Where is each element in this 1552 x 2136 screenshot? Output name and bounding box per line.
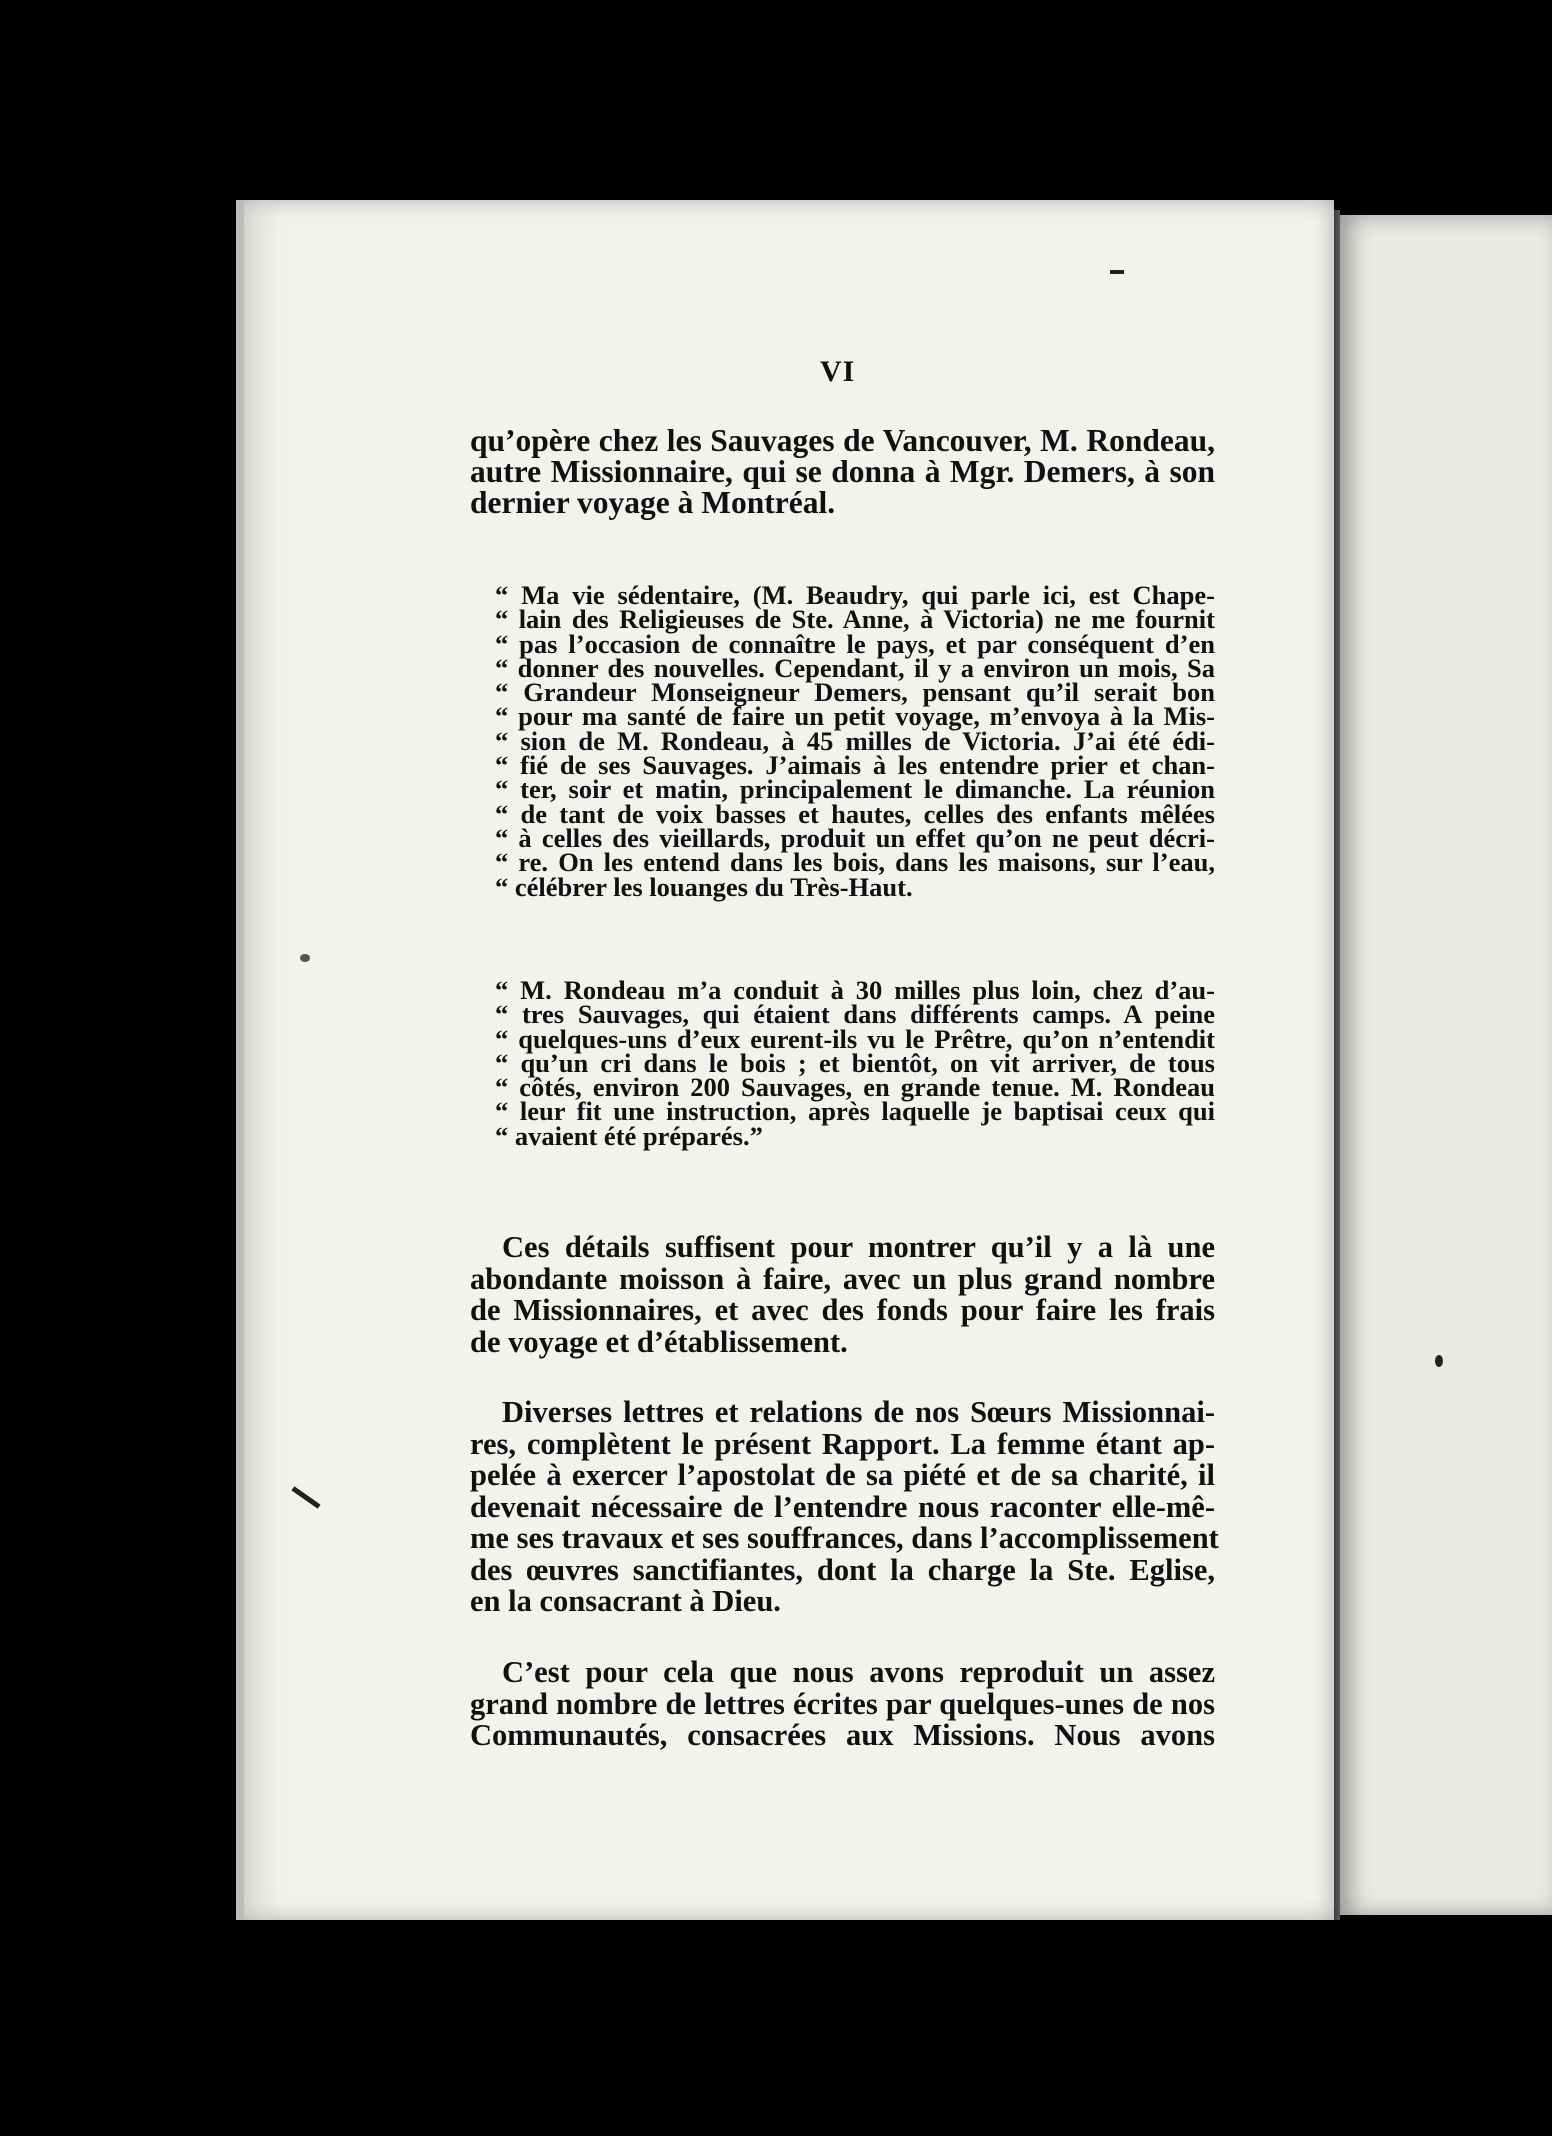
text-line: devenait nécessaire de l’entendre nous raconter elle-mê-	[470, 1489, 1215, 1524]
text-line: en la consacrant à Dieu.	[470, 1584, 781, 1618]
quote-one	[495, 580, 1215, 902]
text-line: “ de tant de voix basses et hautes, celles des enfants mêlées	[495, 798, 1215, 829]
paragraph-three	[470, 1395, 1219, 1618]
text-line: de Missionnaires, et avec des fonds pour faire les frais	[470, 1293, 1215, 1327]
text-line: “ célébrer les louanges du Très-Haut.	[495, 871, 913, 902]
paragraph-four	[470, 1657, 1215, 1752]
text-line: des œuvres sanctifiantes, dont la charge la Ste. Eglise,	[470, 1552, 1215, 1587]
text-line: C’est pour cela que nous avons reproduit un assez	[502, 1655, 1215, 1689]
scan-speck	[1110, 270, 1124, 274]
opening-paragraph	[470, 425, 1215, 518]
scan-speck	[1435, 1355, 1443, 1367]
text-line: “ Ma vie sédentaire, (M. Beaudry, qui parle ici, est Chape-	[495, 580, 1215, 610]
text-line: pelée à exercer l’apostolat de sa piété et de sa charité, il	[470, 1458, 1215, 1492]
text-line: “ avaient été préparés.”	[495, 1120, 763, 1151]
text-line: “ ter, soir et matin, principalement le dimanche. La réunion	[495, 774, 1215, 805]
text-line: “ lain des Religieuses de Ste. Anne, à Victoria) ne me fournit	[495, 604, 1215, 635]
text-line: qu’opère chez les Sauvages de Vancouver, M. Rondeau,	[470, 423, 1215, 458]
text-line: “ re. On les entend dans les bois, dans les maisons, sur l’eau,	[495, 847, 1215, 878]
text-line: “ sion de M. Rondeau, à 45 milles de Victoria. J’ai été édi-	[495, 725, 1215, 756]
text-line: res, complètent le présent Rapport. La femme étant ap-	[470, 1426, 1215, 1461]
text-line: de voyage et d’établissement.	[470, 1324, 848, 1359]
text-line: grand nombre de lettres écrites par quelques-unes de nos	[470, 1686, 1215, 1721]
page-number: VI	[820, 355, 856, 388]
text-line: “ M. Rondeau m’a conduit à 30 milles plus loin, chez d’au-	[495, 975, 1215, 1005]
text-line: me ses travaux et ses souffrances, dans l’accomplissement	[470, 1521, 1219, 1555]
paragraph-two	[470, 1232, 1215, 1358]
text-line: “ quelques-uns d’eux eurent-ils vu le Prêtre, qu’on n’entendit	[495, 1023, 1215, 1054]
scan-speck	[300, 954, 310, 962]
text-line: “ côtés, environ 200 Sauvages, en grande tenue. M. Rondeau	[495, 1072, 1215, 1103]
text-line: autre Missionnaire, qui se donna à Mgr. Demers, à son	[470, 454, 1215, 489]
text-line: “ qu’un cri dans le bois ; et bientôt, on vit arriver, de tous	[495, 1047, 1215, 1078]
text-line: “ donner des nouvelles. Cependant, il y a environ un mois, Sa	[495, 652, 1215, 683]
text-line: Diverses lettres et relations de nos Sœurs Missionnai-	[502, 1395, 1215, 1429]
text-line: Communautés, consacrées aux Missions. Nous avons	[470, 1718, 1215, 1752]
quote-two	[495, 975, 1215, 1151]
adjacent-page	[1340, 215, 1552, 1915]
text-line: “ tres Sauvages, qui étaient dans différents camps. A peine	[495, 999, 1215, 1030]
text-line: “ leur fit une instruction, après laquelle je baptisai ceux qui	[495, 1096, 1215, 1127]
text-line: “ pour ma santé de faire un petit voyage, m’envoya à la Mis-	[495, 701, 1215, 732]
text-line: “ pas l’occasion de connaître le pays, et par conséquent d’en	[495, 628, 1215, 659]
text-line: “ fié de ses Sauvages. J’aimais à les entendre prier et chan-	[495, 750, 1215, 781]
text-line: “ Grandeur Monseigneur Demers, pensant qu’il serait bon	[495, 677, 1215, 708]
text-line: abondante moisson à faire, avec un plus grand nombre	[470, 1261, 1215, 1296]
text-line: dernier voyage à Montréal.	[470, 485, 836, 520]
text-line: Ces détails suffisent pour montrer qu’il y a là une	[502, 1230, 1215, 1264]
text-line: “ à celles des vieillards, produit un effet qu’on ne peut décri-	[495, 822, 1215, 853]
